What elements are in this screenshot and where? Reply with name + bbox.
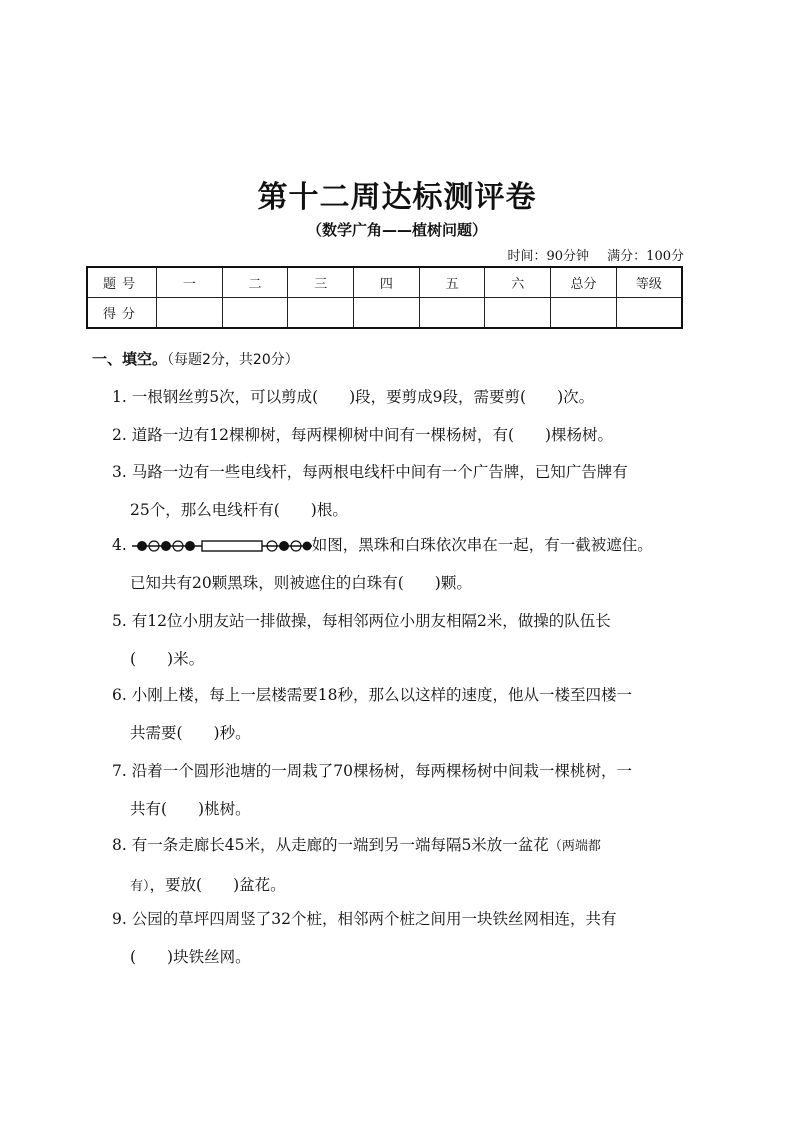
question-9 <box>112 900 687 976</box>
section-heading <box>92 348 299 369</box>
question-text: 2. 道路一边有12棵柳树，每两棵柳树中间有一棵杨树，有( )棵杨树。 <box>112 426 614 444</box>
section-note: （每题2分，共20分） <box>167 352 299 368</box>
score-blank-cell[interactable] <box>419 298 485 329</box>
score-table <box>86 266 683 329</box>
question-text: 7. 沿着一个圆形池塘的一周栽了70棵杨树，每两棵杨树中间栽一棵桃树，一 <box>112 762 632 780</box>
score-table-cell: 三 <box>288 267 354 298</box>
question-text: 8. 有一条走廊长45米，从走廊的一端到另一端每隔5米放一盆花 <box>112 836 549 854</box>
full-score: 满分：100分 <box>607 249 684 264</box>
question-text-continued: ( )米。 <box>130 650 205 668</box>
score-blank-cell[interactable] <box>354 298 420 329</box>
question-text: 6. 小刚上楼，每上一层楼需要18秒，那么以这样的速度，他从一楼至四楼一 <box>112 686 632 704</box>
question-text-aside: 有） <box>130 879 150 894</box>
question-text: 1. 一根钢丝剪5次，可以剪成( )段，要剪成9段，需要剪( )次。 <box>112 388 595 406</box>
score-blank-cell[interactable] <box>288 298 354 329</box>
question-6 <box>112 676 687 752</box>
question-text: ，要放( )盆花。 <box>149 876 286 894</box>
score-blank-cell[interactable] <box>222 298 288 329</box>
time-and-score-info <box>493 245 684 264</box>
score-table-cell: 总分 <box>551 267 617 298</box>
question-4 <box>112 526 687 602</box>
score-table-header-row <box>87 267 682 298</box>
score-blank-cell[interactable] <box>616 298 682 329</box>
bead-string-illustration <box>132 539 312 553</box>
score-blank-cell[interactable] <box>551 298 617 329</box>
question-text: 5. 有12位小朋友站一排做操，每相邻两位小朋友相隔2米，做操的队伍长 <box>112 612 611 630</box>
score-table-cell: 一 <box>157 267 223 298</box>
question-text: 9. 公园的草坪四周竖了32个桩，相邻两个桩之间用一块铁丝网相连，共有 <box>112 910 617 928</box>
score-blank-cell[interactable] <box>157 298 223 329</box>
question-text: 3. 马路一边有一些电线杆，每两根电线杆中间有一个广告牌，已知广告牌有 <box>112 463 628 481</box>
question-5 <box>112 602 687 678</box>
question-text-aside: （两端都 <box>548 839 601 854</box>
question-number: 4. <box>112 536 132 554</box>
question-2 <box>112 416 687 454</box>
question-text-continued: 共需要( )秒。 <box>130 724 251 742</box>
score-table-cell: 五 <box>419 267 485 298</box>
time-limit: 时间：90分钟 <box>507 249 590 264</box>
question-text-continued: 共有( )桃树。 <box>130 800 251 818</box>
score-table-cell: 得分 <box>87 298 157 329</box>
question-1 <box>112 378 687 416</box>
score-table-cell: 四 <box>354 267 420 298</box>
section-title: 一、填空。 <box>92 350 168 368</box>
question-7 <box>112 752 687 828</box>
page-title: 第十二周达标测评卷 <box>257 180 537 215</box>
question-text-continued: 25个，那么电线杆有( )根。 <box>130 501 348 519</box>
question-8 <box>112 826 687 906</box>
question-text-continued: 已知共有20颗黑珠，则被遮住的白珠有( )颗。 <box>130 574 472 592</box>
score-table-score-row <box>87 298 682 329</box>
score-blank-cell[interactable] <box>485 298 551 329</box>
score-table-cell: 题号 <box>87 267 157 298</box>
question-text-continued: ( )块铁丝网。 <box>130 948 251 966</box>
page-subtitle: （数学广角——植树问题） <box>306 221 487 239</box>
score-table-cell: 二 <box>222 267 288 298</box>
score-table-cell: 等级 <box>616 267 682 298</box>
question-3 <box>112 453 687 529</box>
score-table-cell: 六 <box>485 267 551 298</box>
question-text: 如图，黑珠和白珠依次串在一起，有一截被遮住。 <box>311 536 653 554</box>
